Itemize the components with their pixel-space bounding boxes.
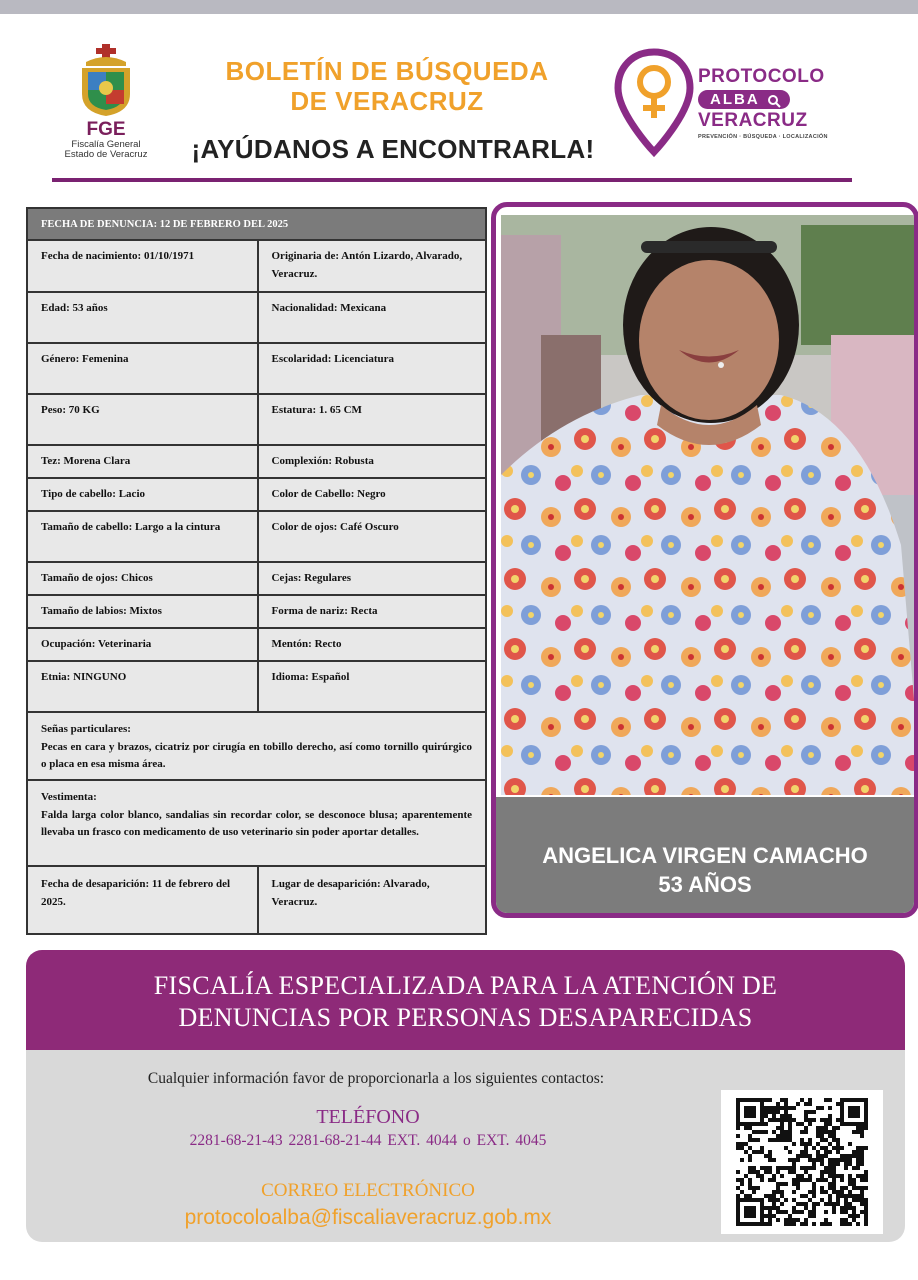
field-cell: Género: Femenina — [41, 353, 129, 365]
table-row — [28, 479, 485, 512]
field-cell: Complexión: Robusta — [257, 446, 486, 477]
fge-name-line2: Estado de Veracruz — [64, 149, 148, 160]
fge-abbreviation: FGE — [86, 119, 126, 140]
location-pin-female-icon — [614, 48, 694, 158]
field-cell: Etnia: NINGUNO — [41, 671, 127, 683]
photo-card — [491, 202, 918, 918]
field-cell: Tez: Morena Clara — [41, 455, 131, 467]
agency-line1: FISCALÍA ESPECIALIZADA PARA LA ATENCIÓN DE — [153, 971, 778, 1000]
alba-subtitle: PREVENCIÓN · BÚSQUEDA · LOCALIZACIÓN — [698, 134, 828, 140]
person-data-table — [26, 207, 487, 935]
field-cell: Idioma: Español — [257, 662, 486, 711]
agency-line2: DENUNCIAS POR PERSONAS DESAPARECIDAS — [178, 1003, 753, 1032]
distinguishing-marks-row — [28, 713, 485, 781]
person-age: 53 AÑOS — [658, 872, 752, 897]
table-row — [28, 395, 485, 446]
table-row — [28, 241, 485, 293]
field-cell: Originaria de: Antón Lizardo, Alvarado, Veracruz. — [257, 241, 486, 291]
phone-numbers[interactable]: 2281-68-21-43 2281-68-21-44 EXT. 4044 o EXT. 4045 — [189, 1132, 547, 1149]
field-cell: Cejas: Regulares — [257, 563, 486, 594]
bulletin-title-line2: DE VERACRUZ — [290, 86, 484, 116]
field-cell: Nacionalidad: Mexicana — [257, 293, 486, 342]
alba-title-line2: ALBA — [710, 91, 760, 108]
field-cell: Ocupación: Veterinaria — [41, 638, 152, 650]
field-cell: Peso: 70 KG — [41, 404, 100, 416]
table-row — [28, 596, 485, 629]
person-photo — [501, 215, 917, 795]
field-cell: Tamaño de ojos: Chicos — [41, 572, 153, 584]
table-row — [28, 867, 485, 933]
protocolo-alba-logo — [614, 48, 854, 158]
contact-box — [26, 1050, 905, 1242]
qr-code-icon — [736, 1098, 868, 1226]
header-divider — [52, 178, 852, 182]
veracruz-coat-of-arms-icon — [76, 44, 136, 118]
fge-name-line1: Fiscalía General — [71, 139, 141, 150]
clothing-text: Falda larga color blanco, sandalias sin recordar color, se desconoce blusa; aparentemente llevaba un frasco con medicamento de uso veterinario sin poder aportar detalles. — [41, 808, 472, 838]
field-cell: Escolaridad: Licenciatura — [257, 344, 486, 393]
field-cell: Estatura: 1. 65 CM — [257, 395, 486, 444]
person-name: ANGELICA VIRGEN CAMACHO — [542, 843, 868, 868]
field-cell: Mentón: Recto — [257, 629, 486, 660]
field-cell: Forma de nariz: Recta — [257, 596, 486, 627]
agency-band — [26, 950, 905, 1050]
marks-label: Señas particulares: — [41, 723, 131, 735]
field-cell: Tamaño de labios: Mixtos — [41, 605, 162, 617]
email-link[interactable]: protocoloalba@fiscaliaveracruz.gob.mx — [184, 1206, 552, 1229]
email-label: CORREO ELECTRÓNICO — [261, 1180, 475, 1201]
bulletin-title — [162, 56, 612, 116]
field-cell: Edad: 53 años — [41, 302, 108, 314]
bulletin-title-line1: BOLETÍN DE BÚSQUEDA — [225, 56, 549, 86]
alba-title-line3: VERACRUZ — [698, 110, 808, 131]
contact-intro: Cualquier información favor de proporcionarla a los siguientes contactos: — [147, 1070, 605, 1087]
field-cell: Color de Cabello: Negro — [257, 479, 486, 510]
field-cell: Color de ojos: Café Oscuro — [257, 512, 486, 561]
alba-pill — [698, 90, 790, 109]
table-row — [28, 293, 485, 344]
table-row — [28, 629, 485, 662]
qr-code[interactable] — [721, 1090, 883, 1234]
table-row — [28, 446, 485, 479]
table-row — [28, 512, 485, 563]
alba-title-line1: PROTOCOLO — [698, 66, 825, 87]
field-cell: Tamaño de cabello: Largo a la cintura — [41, 521, 221, 533]
clothing-row — [28, 781, 485, 867]
table-row — [28, 662, 485, 713]
person-name-box — [496, 797, 914, 913]
person-photo-illustration — [501, 215, 917, 795]
table-header-row — [28, 209, 485, 241]
field-cell: Tipo de cabello: Lacio — [41, 488, 145, 500]
marks-text: Pecas en cara y brazos, cicatriz por cirugía en tobillo derecho, así como tornillo quirúrgico o placa en esa misma área. — [41, 740, 472, 770]
table-row — [28, 563, 485, 596]
magnifier-icon — [767, 94, 781, 108]
help-title: ¡AYÚDANOS A ENCONTRARLA! — [191, 134, 595, 164]
top-bar — [0, 0, 918, 14]
phone-label: TELÉFONO — [316, 1106, 420, 1128]
disappearance-date: Fecha de desaparición: 11 de febrero del 2025. — [41, 878, 231, 908]
field-cell: Fecha de nacimiento: 01/10/1971 — [41, 250, 195, 262]
disappearance-place: Lugar de desaparición: Alvarado, Veracruz. — [257, 867, 486, 933]
clothing-label: Vestimenta: — [41, 791, 97, 803]
report-date: FECHA DE DENUNCIA: 12 DE FEBRERO DEL 2025 — [41, 219, 289, 230]
table-row — [28, 344, 485, 395]
fge-logo — [56, 44, 156, 166]
